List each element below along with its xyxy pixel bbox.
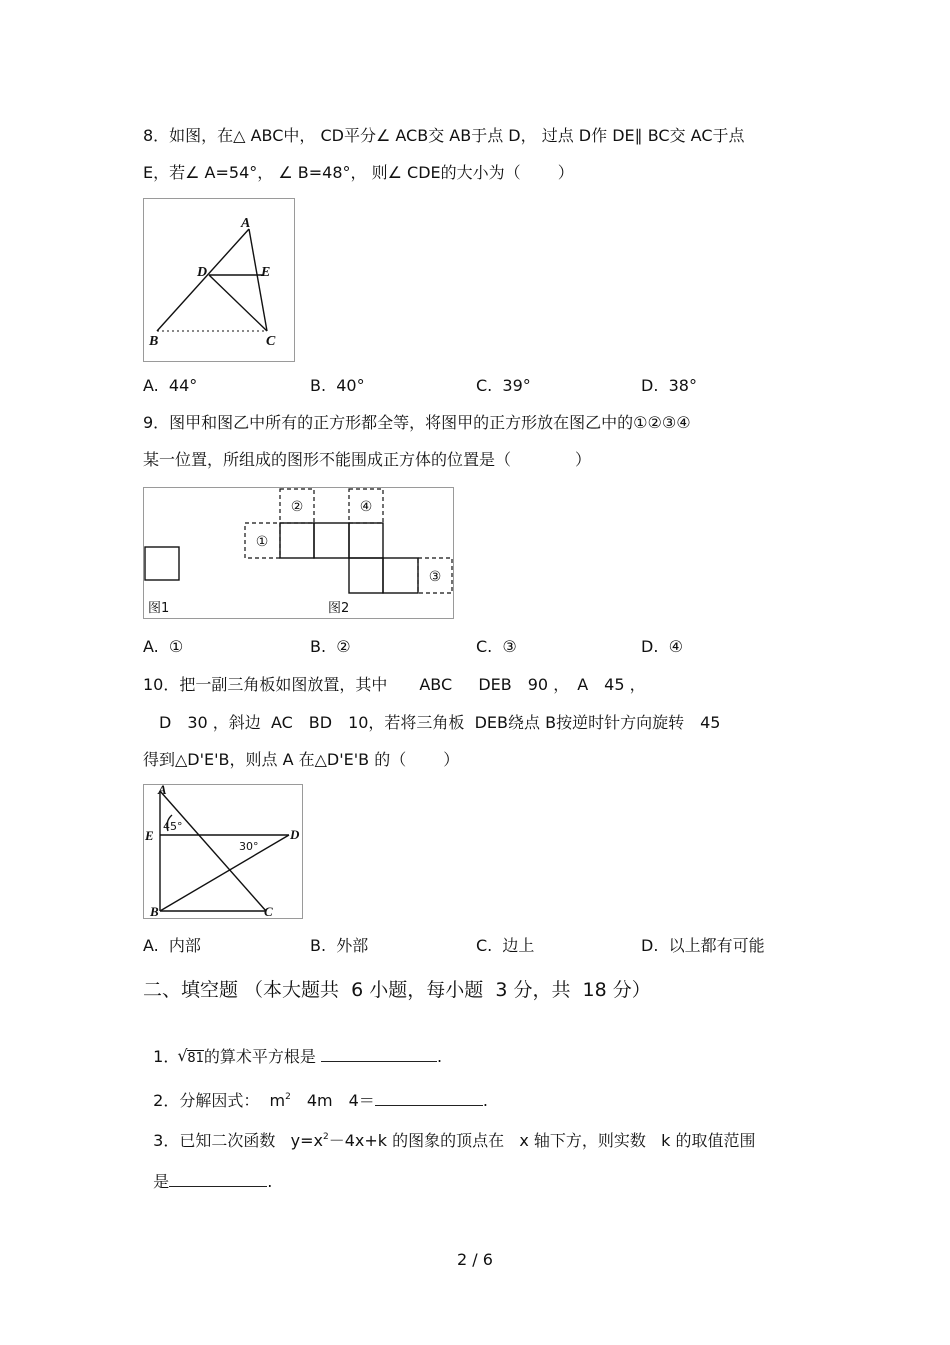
q8-option-b: B. 40° [310,376,365,395]
q8-option-a: A. 44° [143,376,198,395]
fill-2-end: . [482,1091,488,1110]
q9-option-d: D. ④ [641,637,683,656]
fill-3-line1 [143,1111,756,1154]
net-square [383,558,418,593]
fill-2-prefix: 2．分解因式： m [153,1091,286,1110]
fill-1 [143,1025,442,1069]
q10-option-a: A. 内部 [143,936,201,955]
label-a: A [241,216,251,231]
q10-line1: 10．把一副三角板如图放置，其中 ABC DEB 90 ， A 45 ， [143,675,646,694]
section-2-title: 二、填空题 （本大题共 6 小题，每小题 3 分，共 18 分） [143,979,651,1001]
net-square [349,558,383,593]
answer-blank-3[interactable] [169,1170,267,1187]
q10-option-d: D. 以上都有可能 [641,936,765,955]
q10-line3: 得到△D'E'B，则点 A 在△D'E'B 的（ ） [143,750,460,769]
label-c: C [264,904,273,918]
label-b: B [150,904,159,918]
position-4-label: ④ [359,499,373,515]
radicand: 81 [187,1051,204,1066]
q8-option-c: C. 39° [476,376,531,395]
position-1-label: ① [255,534,269,550]
q10-option-c: C. 边上 [476,936,535,955]
fill-3-rest: －4x+k 的图象的顶点在 x 轴下方，则实数 k 的取值范围 [328,1131,756,1150]
position-2-label: ② [290,499,304,515]
exponent: 2 [322,1132,329,1142]
q9-figure [143,487,454,619]
fill-3-end: . [267,1172,273,1191]
segment-bd [160,835,289,911]
fill-3-prefix: 3．已知二次函数 y=x [153,1131,323,1150]
answer-blank-1[interactable] [321,1045,437,1062]
q9-option-b: B. ② [310,637,351,656]
label-e: E [261,265,271,280]
q9-option-c: C. ③ [476,637,517,656]
net-square [280,523,314,558]
label-a: A [158,785,167,797]
segment-ab [157,229,249,331]
q9-line1: 9．图甲和图乙中所有的正方形都全等，将图甲的正方形放在图乙中的①②③④ [143,413,691,432]
net-square [349,523,383,558]
sqrt-expression [179,1049,204,1069]
label-b: B [149,334,159,349]
label-e: E [145,828,154,843]
exponent: 2 [285,1092,291,1102]
q8-line1: 8．如图，在△ ABC中， CD平分∠ ACB交 AB于点 D， 过点 D作 DE∥ BC交 AC于点 [143,126,745,145]
fill-3-line2-prefix: 是 [153,1172,170,1191]
q10-line2: D 30 ，斜边 AC BD 10，若将三角板 DEB绕点 B按逆时针方向旋转 45 [143,713,721,732]
angle-30-label: 30° [239,840,259,853]
fill-2-middle: 4m 4＝ [290,1091,375,1110]
figure1-caption: 图1 [148,601,170,616]
position-3-label: ③ [428,569,442,585]
q9-option-a: A. ① [143,637,184,656]
q8-option-d: D. 38° [641,376,697,395]
q9-line2: 某一位置，所组成的图形不能围成正方体的位置是（ ） [143,450,592,469]
answer-blank-2[interactable] [375,1089,483,1106]
figure2-caption: 图2 [328,601,350,616]
fill-1-prefix: 1． [153,1047,180,1066]
fill-1-text: 的算术平方根是 [203,1047,321,1066]
q8-line2: E，若∠ A=54°， ∠ B=48°， 则∠ CDE的大小为（ ） [143,163,574,182]
q10-option-b: B. 外部 [310,936,369,955]
fill-3-line2 [143,1150,272,1192]
label-d: D [290,827,300,842]
fill-2 [143,1069,488,1114]
figure1-square [145,547,179,580]
q8-figure [143,198,295,362]
fill-1-end: . [437,1047,443,1066]
angle-45-label: 45° [163,820,183,833]
q10-figure [143,784,303,919]
label-c: C [266,334,276,349]
net-square [314,523,349,558]
page-number: 2 / 6 [457,1250,493,1269]
label-d: D [197,265,208,280]
